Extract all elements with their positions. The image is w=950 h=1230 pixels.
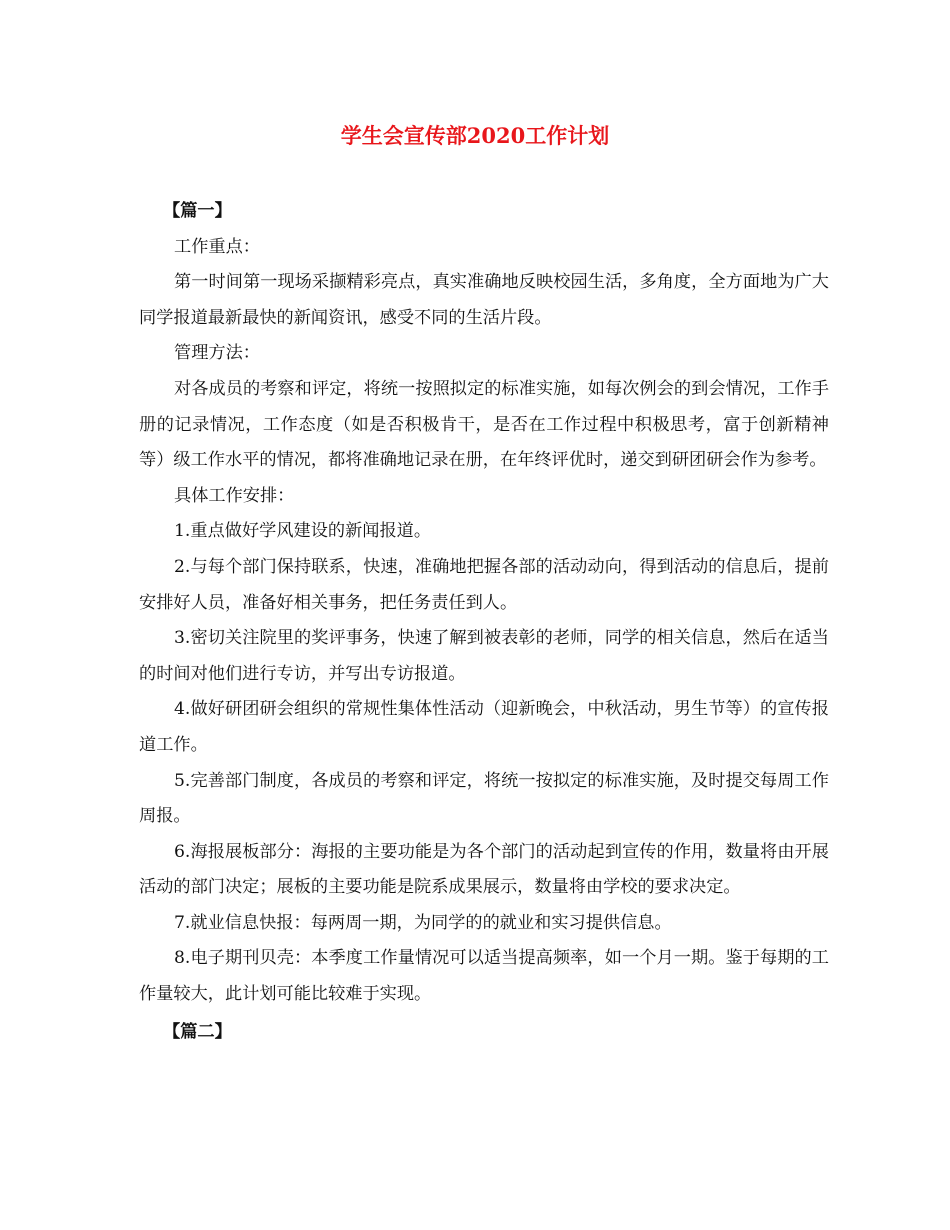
- document-title: 学生会宣传部2020工作计划: [340, 123, 610, 148]
- list-item-5: 5.完善部门制度，各成员的考察和评定，将统一按拟定的标准实施，及时提交每周工作周报。: [139, 770, 829, 827]
- list-item-7: 7.就业信息快报：每两周一期，为同学的的就业和实习提供信息。: [174, 912, 672, 933]
- subheading-arrangements: 具体工作安排：: [174, 485, 295, 506]
- paragraph-management: 对各成员的考察和评定，将统一按照拟定的标准实施，如每次例会的到会情况，工作手册的记录情况，工作态度（如是否积极肯干，是否在工作过程中积极思考，富于创新精神等）级工作水平的情况，都将准确地记录在册，在年终评优时，递交到研团研会作为参考。: [139, 378, 829, 471]
- document-body: [139, 194, 829, 1050]
- subheading-work-focus: 工作重点：: [174, 236, 260, 257]
- list-item-3: 3.密切关注院里的奖评事务，快速了解到被表彰的老师，同学的相关信息，然后在适当的时间对他们进行专访，并写出专访报道。: [139, 628, 829, 684]
- list-item-4: 4.做好研团研会组织的常规性集体性活动（迎新晚会，中秋活动，男生节等）的宣传报道工作。: [139, 699, 829, 755]
- section-heading-1: 【篇一】: [163, 201, 232, 221]
- list-item-6: 6.海报展板部分：海报的主要功能是为各个部门的活动起到宣传的作用，数量将由开展活动的部门决定；展板的主要功能是院系成果展示，数量将由学校的要求决定。: [139, 841, 829, 898]
- subheading-management: 管理方法：: [174, 343, 260, 364]
- section-heading-2: 【篇二】: [163, 1021, 232, 1042]
- list-item-8: 8.电子期刊贝壳：本季度工作量情况可以适当提高频率，如一个月一期。鉴于每期的工作量较大，此计划可能比较难于实现。: [139, 948, 829, 1005]
- list-item-1: 1.重点做好学风建设的新闻报道。: [174, 521, 432, 542]
- list-item-2: 2.与每个部门保持联系，快速，准确地把握各部的活动动向，得到活动的信息后，提前安排好人员，准备好相关事务，把任务责任到人。: [139, 556, 829, 613]
- paragraph-work-focus: 第一时间第一现场采撷精彩亮点，真实准确地反映校园生活，多角度，全方面地为广大同学报道最新最快的新闻资讯，感受不同的生活片段。: [139, 272, 829, 328]
